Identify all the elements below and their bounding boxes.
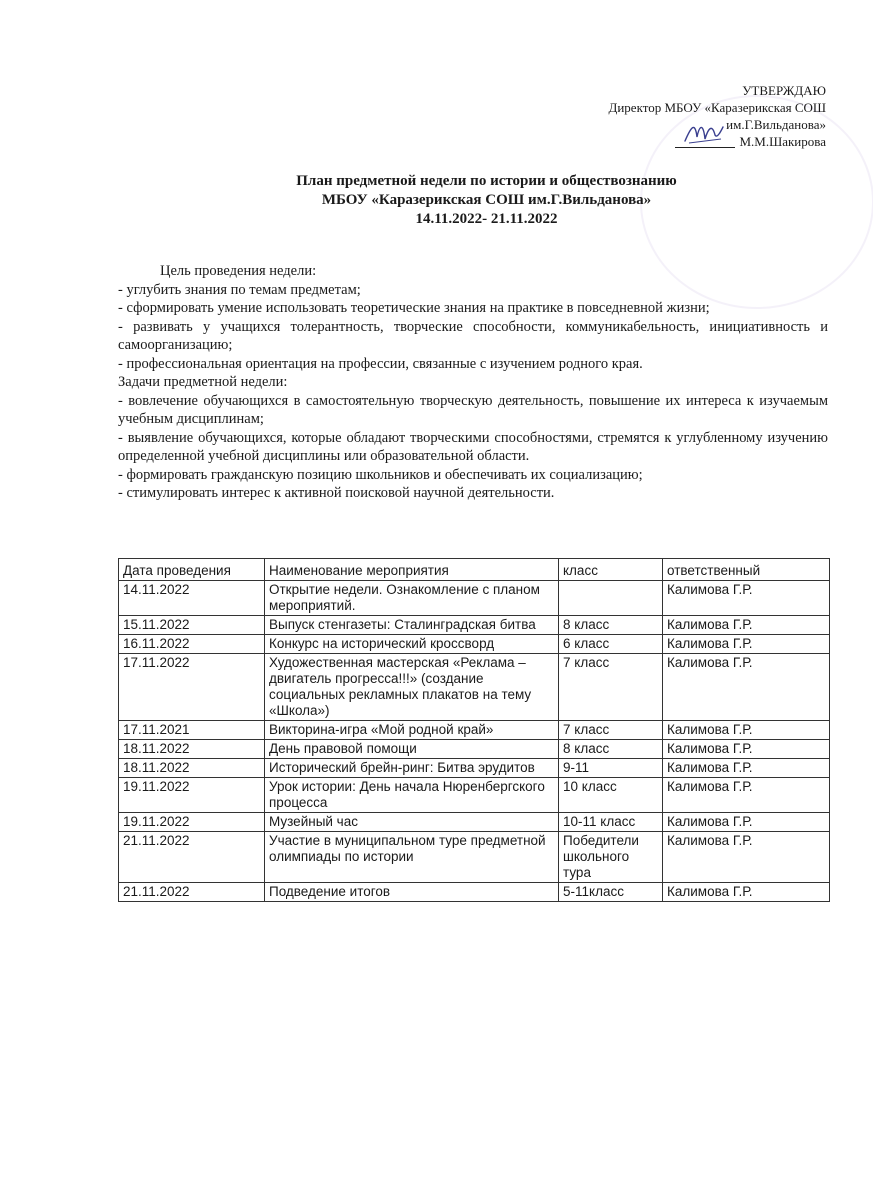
approval-school: им.Г.Вильданова» [726,117,826,132]
cell-date: 18.11.2022 [119,759,265,778]
goal-item: - сформировать умение использовать теоретические знания на практике в повседневной жизни; [118,300,710,316]
approval-position: Директор МБОУ «Каразерикская СОШ [608,100,826,115]
events-table [118,558,830,902]
cell-responsible: Калимова Г.Р. [663,759,830,778]
cell-date: 17.11.2021 [119,721,265,740]
cell-class: 9-11 [559,759,663,778]
task-item: - формировать гражданскую позицию школьников и обеспечивать их социализацию; [118,466,643,483]
header-responsible: ответственный [663,559,830,581]
approval-signature-line [608,133,826,150]
cell-responsible: Калимова Г.Р. [663,813,830,832]
header-class: класс [559,559,663,581]
cell-event: Музейный час [265,813,559,832]
approval-block [608,82,826,150]
cell-event: Конкурс на исторический кроссворд [265,635,559,654]
goal-item: - углубить знания по темам предметам; [118,281,361,298]
title-dates: 14.11.2022- 21.11.2022 [415,211,558,227]
table-row [119,721,830,740]
cell-event: Художественная мастерская «Реклама – двигатель прогресса!!!» (создание социальных рекламных плакатов на тему «Школа») [265,654,559,721]
handwritten-signature [681,117,725,147]
cell-date: 21.11.2022 [119,883,265,902]
table-row [119,581,830,616]
cell-responsible: Калимова Г.Р. [663,740,830,759]
cell-class: 8 класс [559,740,663,759]
cell-class: 10 класс [559,778,663,813]
goal-item: - развивать у учащихся толерантность, творческие способности, коммуникабельность, инициативность и самоорганизацию; [118,318,828,353]
cell-event: Участие в муниципальном туре предметной олимпиады по истории [265,832,559,883]
cell-responsible: Калимова Г.Р. [663,778,830,813]
cell-class: 7 класс [559,721,663,740]
cell-date: 17.11.2022 [119,654,265,721]
cell-event: Урок истории: День начала Нюренбергского процесса [265,778,559,813]
goals-heading: Цель проведения недели: [160,263,317,279]
table-row [119,759,830,778]
cell-responsible: Калимова Г.Р. [663,616,830,635]
approval-signer: М.М.Шакирова [739,134,826,149]
cell-date: 15.11.2022 [119,616,265,635]
cell-event: Викторина-игра «Мой родной край» [265,721,559,740]
table-row [119,616,830,635]
cell-class [559,581,663,616]
task-item: - стимулировать интерес к активной поисковой научной деятельности. [118,485,555,501]
table-row [119,813,830,832]
document-body [118,262,828,503]
table-row [119,654,830,721]
cell-date: 21.11.2022 [119,832,265,883]
cell-event: День правовой помощи [265,740,559,759]
cell-class: 6 класс [559,635,663,654]
task-item: - вовлечение обучающихся в самостоятельную творческую деятельность, повышение их интереса к изучаемым учебным дисциплинам; [118,392,828,427]
header-event: Наименование мероприятия [265,559,559,581]
cell-responsible: Калимова Г.Р. [663,581,830,616]
cell-date: 18.11.2022 [119,740,265,759]
cell-responsible: Калимова Г.Р. [663,832,830,883]
signature-underline [675,133,735,148]
cell-event: Исторический брейн-ринг: Битва эрудитов [265,759,559,778]
approval-heading: УТВЕРЖДАЮ [742,83,826,98]
cell-class: 10-11 класс [559,813,663,832]
document-title [60,172,873,229]
table-row [119,778,830,813]
title-line-2: МБОУ «Каразерикская СОШ им.Г.Вильданова» [321,192,652,208]
task-item: - выявление обучающихся, которые обладают творческими способностями, стремятся к углубленному изучению определенной учебной дисциплины или образовательной области. [118,429,828,464]
table-row [119,740,830,759]
goal-item: - профессиональная ориентация на профессии, связанные с изучением родного края. [118,355,643,372]
table-header-row [119,559,830,581]
table-row [119,832,830,883]
tasks-heading: Задачи предметной недели: [118,374,288,390]
cell-event: Открытие недели. Ознакомление с планом мероприятий. [265,581,559,616]
cell-class: 7 класс [559,654,663,721]
cell-event: Выпуск стенгазеты: Сталинградская битва [265,616,559,635]
cell-date: 19.11.2022 [119,813,265,832]
header-date: Дата проведения [119,559,265,581]
cell-date: 19.11.2022 [119,778,265,813]
cell-responsible: Калимова Г.Р. [663,883,830,902]
cell-responsible: Калимова Г.Р. [663,635,830,654]
table-row [119,635,830,654]
cell-responsible: Калимова Г.Р. [663,721,830,740]
cell-responsible: Калимова Г.Р. [663,654,830,721]
cell-class: 5-11класс [559,883,663,902]
table-row [119,883,830,902]
title-line-1: План предметной недели по истории и обществознанию [296,173,677,189]
cell-class: 8 класс [559,616,663,635]
cell-date: 16.11.2022 [119,635,265,654]
cell-date: 14.11.2022 [119,581,265,616]
cell-event: Подведение итогов [265,883,559,902]
cell-class: Победители школьного тура [559,832,663,883]
